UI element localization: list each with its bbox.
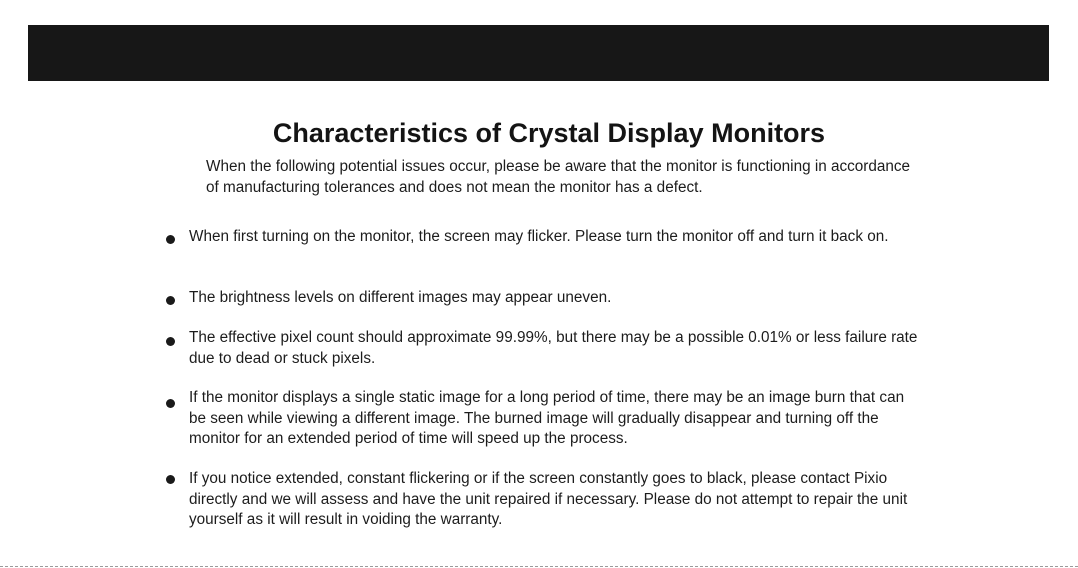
bottom-divider [0, 566, 1078, 567]
list-item-text: When first turning on the monitor, the screen may flicker. Please turn the monitor off and turn it back on. [189, 228, 889, 245]
bullet-icon [166, 399, 175, 408]
list-item-text: If the monitor displays a single static image for a long period of time, there may be an image burn that can be seen while viewing a different image. The burned image will gradually disappear and turning off the monitor for an extended period of time will speed up the process. [189, 389, 905, 447]
bullet-icon [166, 235, 175, 244]
page-title: Characteristics of Crystal Display Monitors [272, 118, 826, 148]
bullet-icon [166, 296, 175, 305]
list-item-text: The effective pixel count should approximate 99.99%, but there may be a possible 0.01% or less failure rate due to dead or stuck pixels. [189, 329, 918, 367]
list-item-text: The brightness levels on different images may appear uneven. [189, 289, 612, 306]
bullet-icon [166, 475, 175, 484]
intro-paragraph: When the following potential issues occur, please be aware that the monitor is functioning in accordance of manufacturing tolerances and does not mean the monitor has a defect. [206, 158, 911, 196]
bullet-icon [166, 337, 175, 346]
header-bar [28, 25, 1049, 81]
list-item-text: If you notice extended, constant flickering or if the screen constantly goes to black, please contact Pixio directly and we will assess and have the unit repaired if necessary. Please do not attempt to repair the unit yourself as it will result in voiding the warranty. [189, 470, 908, 528]
